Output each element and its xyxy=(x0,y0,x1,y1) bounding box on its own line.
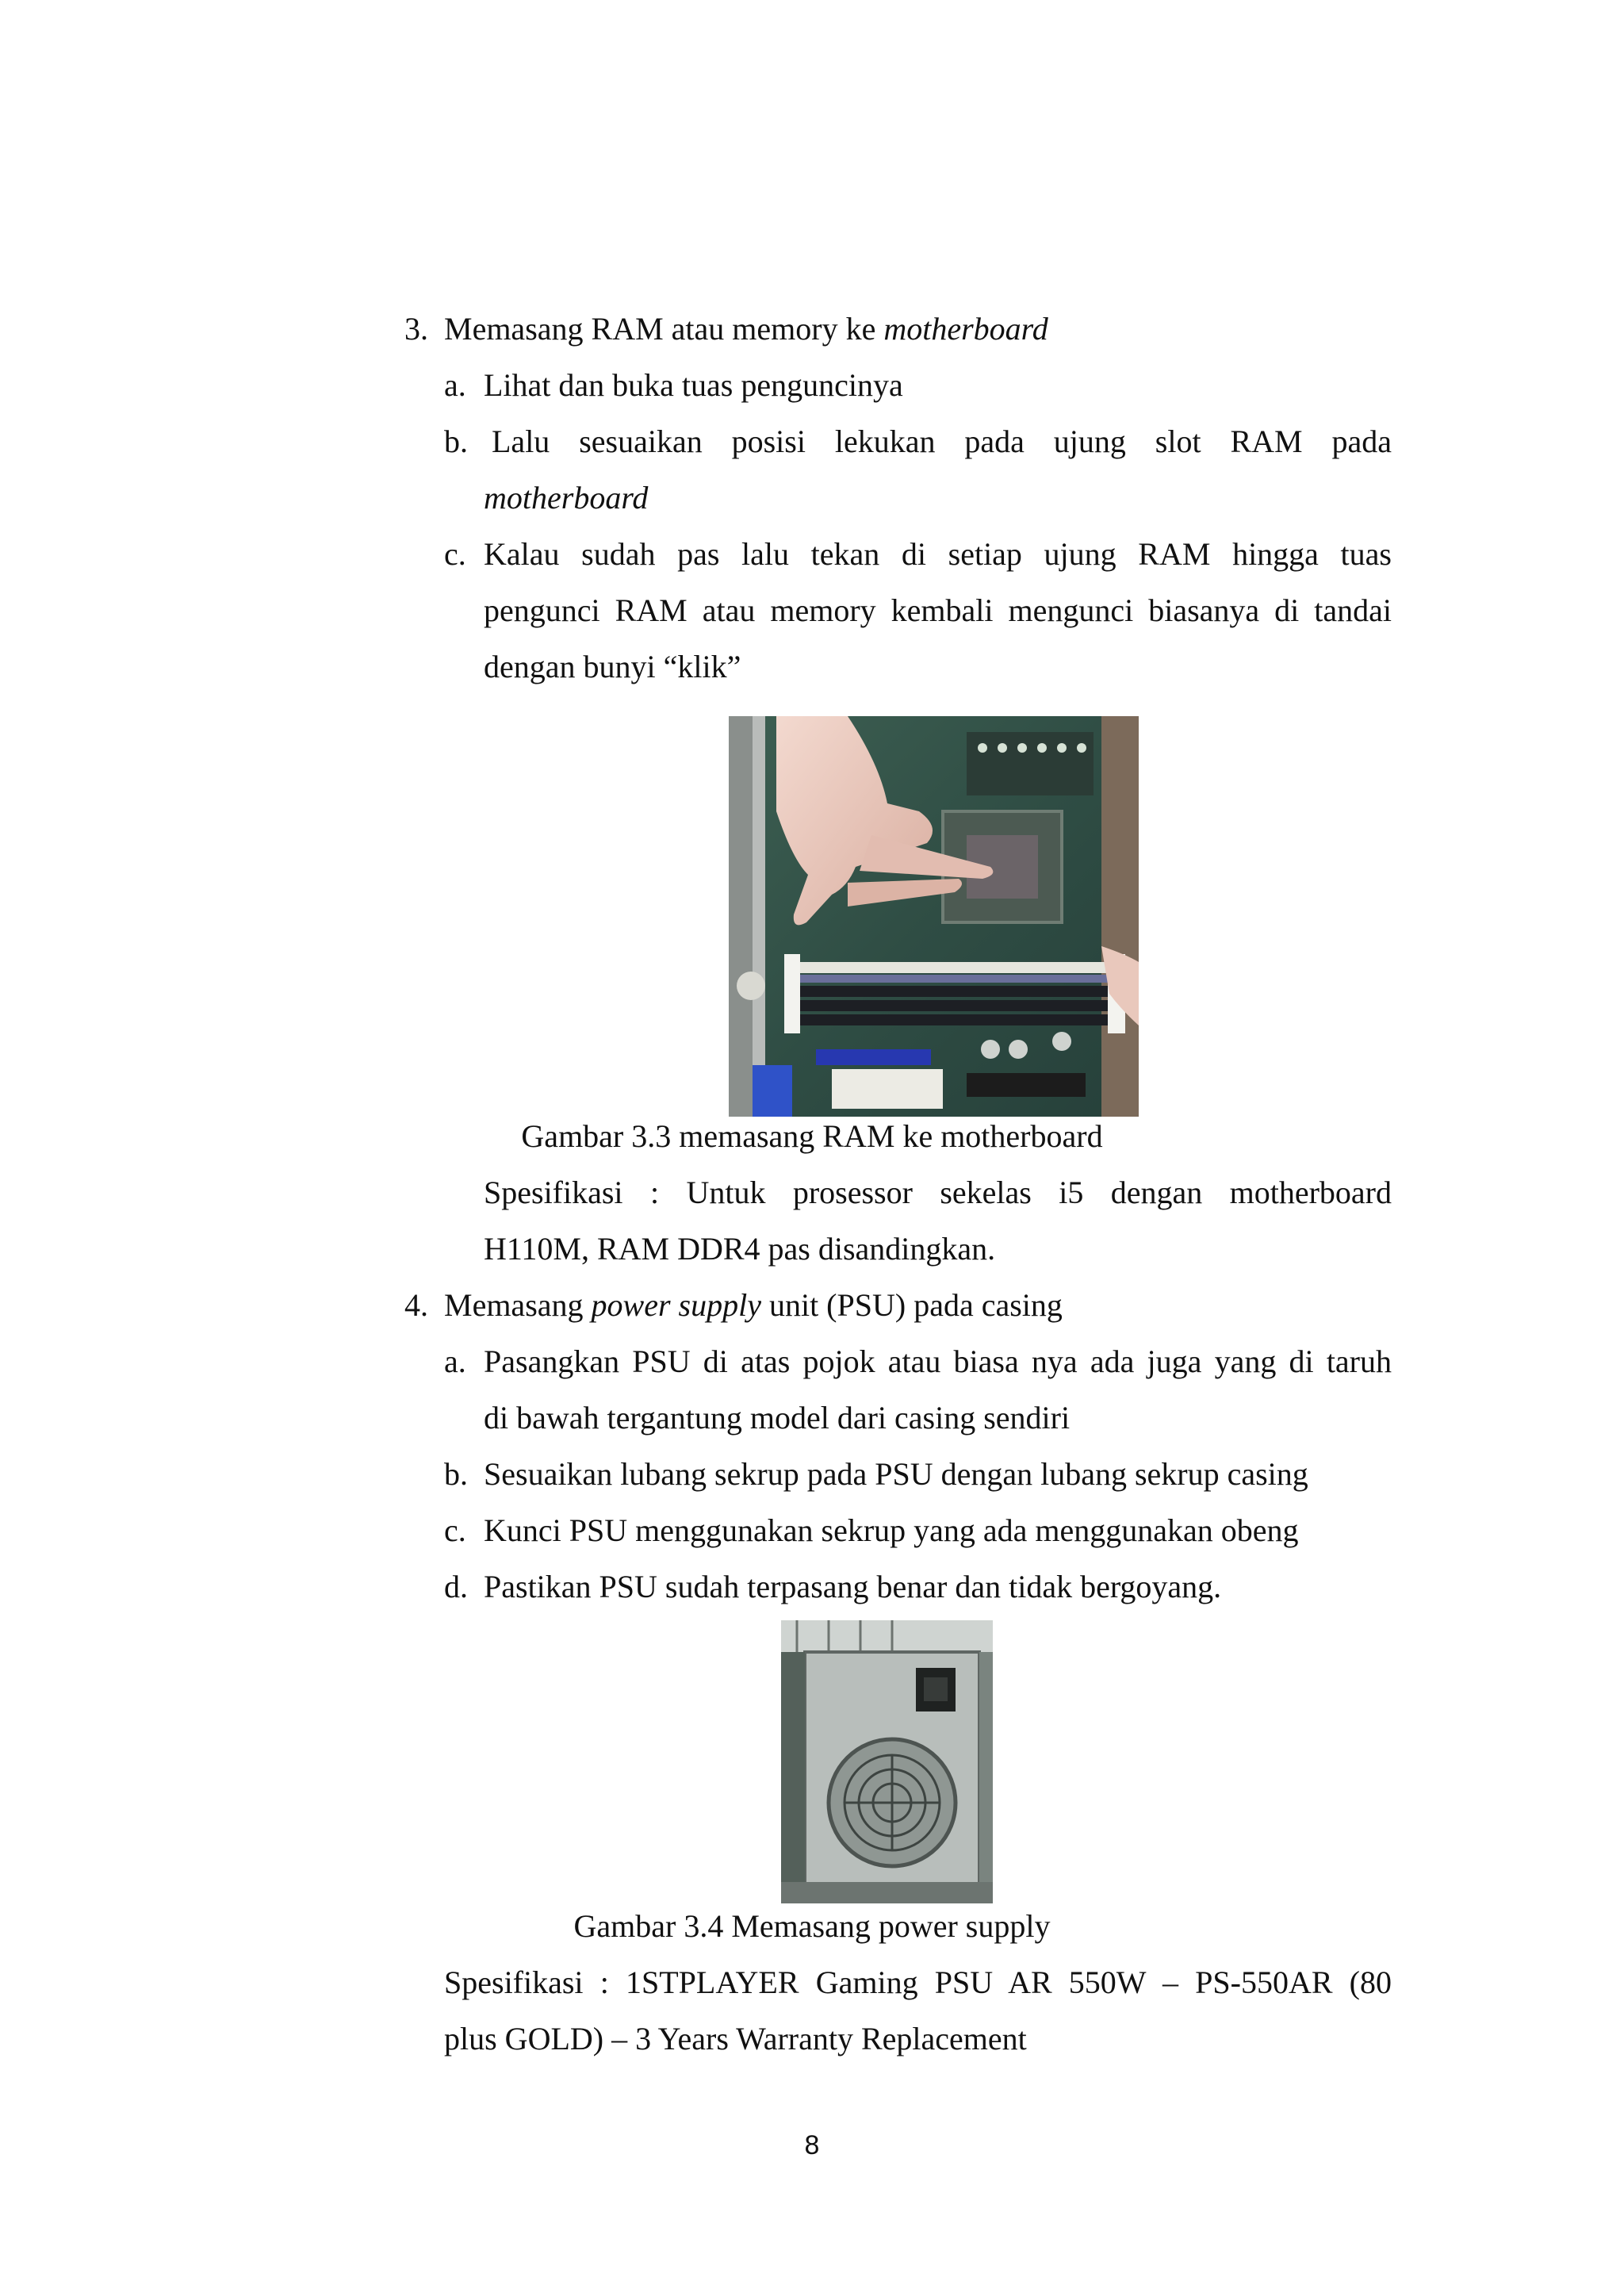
step-text: Pastikan PSU sudah terpasang benar dan tidak bergoyang. xyxy=(484,1569,1222,1604)
step-letter: a. xyxy=(444,1343,466,1379)
step-text-continued: dengan bunyi “klik” xyxy=(484,649,741,684)
power-supply-photo xyxy=(781,1620,993,1903)
step-text-continued: motherboard xyxy=(484,480,649,516)
step-text: Lihat dan buka tuas penguncinya xyxy=(484,367,903,403)
step-text: Kunci PSU menggunakan sekrup yang ada menggunakan obeng xyxy=(484,1512,1299,1548)
step-letter: c. xyxy=(444,1512,466,1548)
ram-installation-photo xyxy=(729,716,1139,1117)
section-heading: Memasang RAM atau memory ke motherboard xyxy=(444,311,1048,347)
step-text-continued: pengunci RAM atau memory kembali mengunci biasanya di tandai xyxy=(484,592,1392,628)
step-letter: b. xyxy=(444,424,468,459)
step-text: Lalu sesuaikan posisi lekukan pada ujung slot RAM pada xyxy=(492,424,1392,459)
step-text: Kalau sudah pas lalu tekan di setiap ujung RAM hingga tuas xyxy=(484,536,1392,572)
step-text: Sesuaikan lubang sekrup pada PSU dengan lubang sekrup casing xyxy=(484,1456,1308,1492)
specification-text: Spesifikasi : Untuk prosessor sekelas i5 dengan motherboard xyxy=(484,1175,1392,1210)
figure-caption: Gambar 3.4 Memasang power supply xyxy=(573,1908,1051,1944)
step-text-continued: di bawah tergantung model dari casing sendiri xyxy=(484,1400,1071,1435)
page-number: 8 xyxy=(804,2130,820,2160)
step-letter: a. xyxy=(444,367,466,403)
item-number: 4. xyxy=(404,1287,428,1323)
step-letter: d. xyxy=(444,1569,468,1604)
item-number: 3. xyxy=(404,311,428,347)
figure-caption: Gambar 3.3 memasang RAM ke motherboard xyxy=(521,1118,1103,1154)
specification-text-continued: plus GOLD) – 3 Years Warranty Replacement xyxy=(444,2021,1027,2056)
step-text: Pasangkan PSU di atas pojok atau biasa nya ada juga yang di taruh xyxy=(484,1343,1392,1379)
step-letter: c. xyxy=(444,536,466,572)
step-letter: b. xyxy=(444,1456,468,1492)
specification-text: Spesifikasi : 1STPLAYER Gaming PSU AR 550W – PS-550AR (80 xyxy=(444,1964,1392,2000)
section-heading: Memasang power supply unit (PSU) pada casing xyxy=(444,1287,1063,1323)
specification-text-continued: H110M, RAM DDR4 pas disandingkan. xyxy=(484,1231,996,1267)
